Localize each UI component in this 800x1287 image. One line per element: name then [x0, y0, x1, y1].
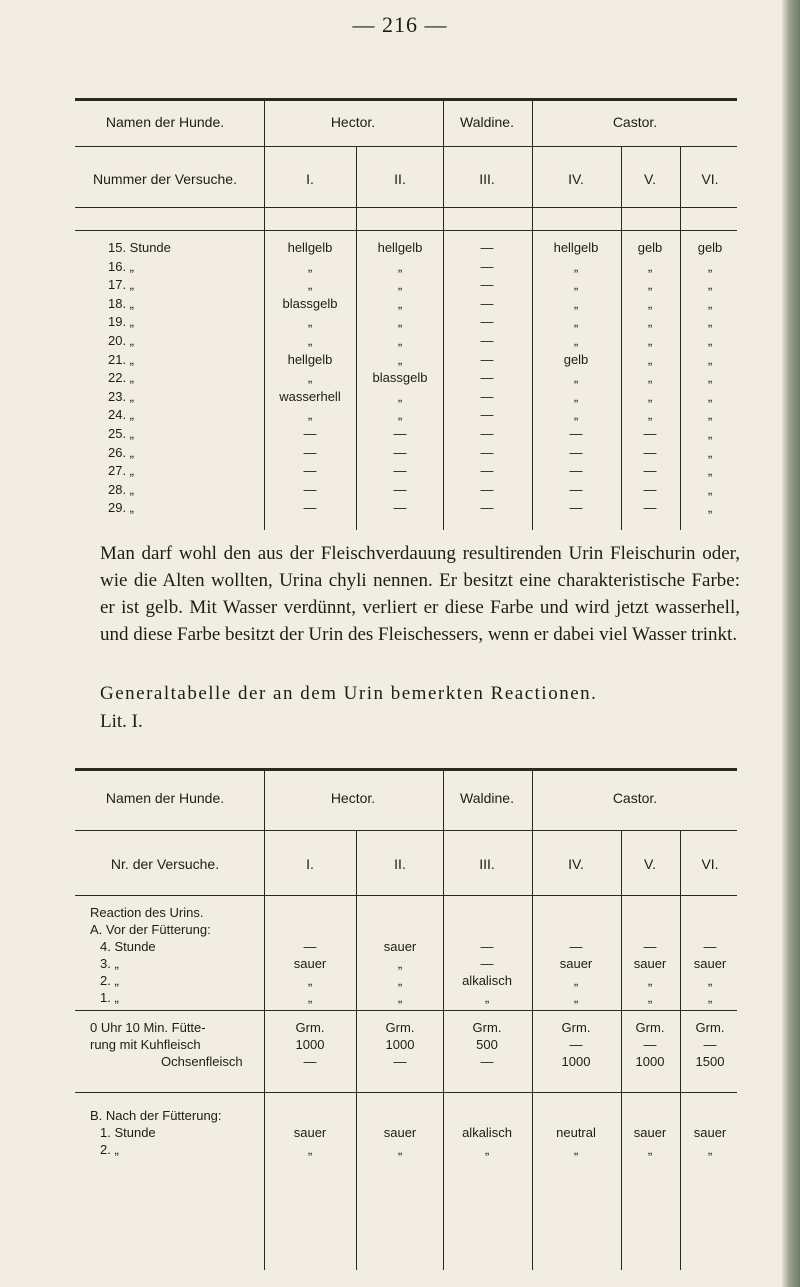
t1-cell: —	[480, 258, 494, 274]
t2-b-label-2: 2. „	[100, 1142, 119, 1157]
t2-cell: sauer	[383, 1125, 417, 1140]
t2-cell: „	[307, 990, 313, 1005]
t1-header-II: II.	[394, 171, 406, 187]
t1-cell: —	[480, 407, 494, 423]
t2-cell: „	[707, 973, 713, 988]
t1-header-names: Namen der Hunde.	[105, 114, 225, 130]
t2-a-label-3: 3. „	[100, 956, 119, 971]
t1-row-label: 24. „	[108, 407, 135, 423]
t1-cell: „	[647, 314, 653, 330]
t1-cell: —	[393, 481, 407, 497]
t1-cell: —	[643, 500, 657, 516]
t1-header-castor: Castor.	[612, 114, 658, 130]
t1-cell: „	[573, 333, 579, 348]
t1-cell: hellgelb	[553, 240, 599, 255]
t1-cell: „	[573, 370, 579, 386]
t1-cell: —	[480, 463, 494, 479]
t1-cell: „	[707, 388, 713, 404]
t1-row-label: 16. „	[108, 258, 135, 274]
t1-cell: „	[573, 277, 579, 293]
t1-cell: „	[573, 295, 579, 311]
t1-cell: „	[707, 295, 713, 311]
t1-cell: „	[307, 314, 313, 330]
t2-cell: sauer	[559, 956, 593, 971]
t2-feed-label-2: Ochsenfleisch	[161, 1054, 243, 1069]
t1-cell: „	[573, 258, 579, 274]
t1-cell: hellgelb	[377, 240, 423, 255]
t1-cell: „	[647, 258, 653, 274]
t1-cell: „	[307, 277, 313, 293]
t2-cell: sauer	[293, 1125, 327, 1140]
t2-cell: „	[707, 990, 713, 1005]
t2-cell: 1000	[295, 1037, 325, 1052]
t1-cell: „	[647, 295, 653, 311]
t2-cell: „	[647, 973, 653, 988]
t1-cell: —	[480, 277, 494, 293]
t2-cell: neutral	[556, 1125, 596, 1140]
t1-row-label: 19. „	[108, 314, 135, 330]
t2-cell: „	[397, 956, 403, 971]
t2-cell: Grm.	[385, 1020, 415, 1035]
t1-cell: „	[707, 481, 713, 497]
t2-feed-label-0: 0 Uhr 10 Min. Fütte-	[90, 1020, 206, 1035]
t1-cell: —	[393, 500, 407, 516]
t1-row-label: 21. „	[108, 351, 135, 367]
t2-cell: —	[480, 1054, 494, 1069]
t2-header-III: III.	[479, 856, 495, 872]
t1-cell: —	[569, 426, 583, 441]
t1-cell: —	[303, 444, 317, 460]
t2-b-label-0: B. Nach der Fütterung:	[90, 1108, 222, 1123]
t2-a-label-4: 2. „	[100, 973, 119, 988]
t1-header-nr: Nummer der Versuche.	[93, 171, 237, 187]
t1-cell: —	[303, 481, 317, 497]
t1-cell: „	[397, 258, 403, 274]
t1-row-label: 22. „	[108, 370, 135, 386]
t1-cell: „	[707, 500, 713, 516]
t2-cell: —	[569, 939, 583, 954]
t1-cell: „	[707, 333, 713, 348]
t2-cell: 1000	[561, 1054, 591, 1069]
t1-cell: „	[397, 314, 403, 330]
t1-cell: „	[573, 388, 579, 404]
t1-cell: „	[307, 333, 313, 348]
t1-cell: —	[643, 463, 657, 479]
t1-cell: „	[707, 258, 713, 274]
t1-cell: „	[307, 258, 313, 274]
t2-cell: —	[703, 1037, 717, 1052]
t1-cell: „	[397, 333, 403, 348]
t2-a-label-2: 4. Stunde	[100, 939, 156, 954]
t2-cell: —	[303, 1054, 317, 1069]
t1-cell: —	[480, 426, 494, 441]
t2-a-label-5: 1. „	[100, 990, 119, 1005]
section-subheading: Lit. I.	[100, 711, 143, 732]
t2-header-IV: IV.	[568, 856, 584, 872]
t1-cell: „	[397, 277, 403, 293]
t2-cell: —	[643, 1037, 657, 1052]
t1-header-I: I.	[306, 171, 314, 187]
t1-header-waldine: Waldine.	[460, 114, 514, 130]
t1-cell: —	[569, 500, 583, 516]
t2-cell: „	[307, 973, 313, 988]
t1-cell: —	[303, 426, 317, 441]
t2-header-waldine: Waldine.	[460, 790, 514, 806]
t2-cell: alkalisch	[462, 1125, 512, 1140]
t1-header-VI: VI.	[701, 171, 719, 187]
t1-cell: gelb	[563, 351, 589, 367]
t1-cell: hellgelb	[287, 240, 333, 255]
page-edge	[782, 0, 800, 1287]
t2-b-label-1: 1. Stunde	[100, 1125, 156, 1140]
t2-header-II: II.	[394, 856, 406, 872]
t1-cell: —	[480, 295, 494, 311]
t2-cell: „	[573, 990, 579, 1005]
t2-cell: sauer	[693, 956, 727, 971]
t1-cell: „	[397, 407, 403, 423]
t2-cell: Grm.	[635, 1020, 665, 1035]
t2-cell: „	[647, 990, 653, 1005]
t1-cell: „	[307, 407, 313, 423]
t2-cell: —	[480, 956, 494, 971]
t2-cell: Grm.	[295, 1020, 325, 1035]
t2-cell: „	[707, 1142, 713, 1157]
t1-cell: „	[707, 351, 713, 367]
t1-row-label: 20. „	[108, 333, 135, 348]
t2-cell: Grm.	[472, 1020, 502, 1035]
t1-cell: „	[707, 444, 713, 460]
t1-row-label: 27. „	[108, 463, 135, 479]
t2-cell: —	[480, 939, 494, 954]
t1-cell: —	[480, 351, 494, 367]
t1-cell: wasserhell	[279, 388, 341, 404]
t2-cell: —	[643, 939, 657, 954]
t1-cell: „	[647, 333, 653, 348]
t2-cell: sauer	[383, 939, 417, 954]
t1-cell: —	[569, 444, 583, 460]
t2-header-hector: Hector.	[330, 790, 376, 806]
t1-cell: „	[307, 370, 313, 386]
t1-cell: —	[569, 463, 583, 479]
t2-header-nr: Nr. der Versuche.	[110, 856, 220, 872]
t2-cell: —	[703, 939, 717, 954]
t2-cell: Grm.	[561, 1020, 591, 1035]
t2-cell: 1500	[695, 1054, 725, 1069]
t1-cell: „	[397, 295, 403, 311]
t1-cell: hellgelb	[287, 351, 333, 367]
t2-a-label-1: A. Vor der Fütterung:	[90, 922, 211, 937]
t1-cell: —	[393, 426, 407, 441]
t1-cell: „	[647, 277, 653, 293]
t2-cell: sauer	[633, 1125, 667, 1140]
t1-cell: „	[647, 351, 653, 367]
t1-cell: „	[707, 463, 713, 479]
t2-a-label-0: Reaction des Urins.	[90, 905, 204, 920]
t1-header-IV: IV.	[568, 171, 584, 187]
t1-cell: —	[303, 463, 317, 479]
body-paragraph: Man darf wohl den aus der Fleischverdauung resultirenden Urin Fleischurin oder, wie die Alten wollten, Urina chyli nennen. Er besitzt eine charakteristische Farbe: er ist gelb. Mit Wasser verdünnt, verliert er diese Farbe und wird jetzt wasserhell, und diese Farbe besitzt der Urin des Fleischessers, wenn er dabei viel Wasser trinkt.	[100, 543, 740, 645]
t1-cell: gelb	[697, 240, 723, 255]
t1-cell: —	[643, 426, 657, 441]
t1-cell: —	[480, 314, 494, 330]
t1-cell: —	[569, 481, 583, 497]
t1-cell: —	[480, 481, 494, 497]
t2-cell: „	[484, 990, 490, 1005]
t2-cell: „	[307, 1142, 313, 1157]
t2-cell: „	[397, 990, 403, 1005]
t1-header-hector: Hector.	[330, 114, 376, 130]
t1-cell: „	[707, 426, 713, 441]
t1-cell: —	[303, 500, 317, 516]
t1-cell: —	[643, 444, 657, 460]
t2-cell: sauer	[633, 956, 667, 971]
t2-cell: „	[397, 973, 403, 988]
t1-cell: „	[707, 277, 713, 293]
t2-cell: 1000	[385, 1037, 415, 1052]
t1-header-III: III.	[479, 171, 495, 187]
t2-cell: „	[397, 1142, 403, 1157]
t2-cell: —	[303, 939, 317, 954]
t2-header-names: Namen der Hunde.	[105, 790, 225, 806]
t1-header-V: V.	[644, 171, 656, 187]
t1-row-label: 15. Stunde	[108, 240, 171, 255]
t1-cell: —	[480, 388, 494, 404]
t1-cell: —	[393, 463, 407, 479]
t2-header-VI: VI.	[701, 856, 719, 872]
t1-cell: blassgelb	[372, 370, 428, 386]
t2-cell: 500	[476, 1037, 498, 1052]
t1-cell: —	[643, 481, 657, 497]
t1-cell: blassgelb	[282, 295, 338, 311]
t2-cell: sauer	[293, 956, 327, 971]
t1-row-label: 28. „	[108, 481, 135, 497]
t1-cell: —	[480, 444, 494, 460]
page-number: — 216 —	[352, 12, 448, 37]
t1-cell: —	[480, 370, 494, 386]
t1-row-label: 26. „	[108, 444, 135, 460]
t2-header-V: V.	[644, 856, 656, 872]
t1-cell: „	[573, 314, 579, 330]
t2-cell: „	[484, 1142, 490, 1157]
t2-cell: Grm.	[695, 1020, 725, 1035]
t2-cell: alkalisch	[462, 973, 512, 988]
t1-cell: gelb	[637, 240, 663, 255]
t2-cell: 1000	[635, 1054, 665, 1069]
t1-cell: „	[707, 370, 713, 386]
t2-cell: —	[393, 1054, 407, 1069]
t2-cell: „	[647, 1142, 653, 1157]
t1-cell: —	[480, 500, 494, 516]
t1-cell: „	[647, 388, 653, 404]
t1-cell: „	[647, 370, 653, 386]
t2-cell: „	[573, 973, 579, 988]
t1-cell: —	[480, 240, 494, 255]
section-heading: Generaltabelle der an dem Urin bemerkten Reactionen.	[100, 683, 598, 704]
t2-header-I: I.	[306, 856, 314, 872]
t1-cell: „	[707, 314, 713, 330]
t2-cell: —	[569, 1037, 583, 1052]
t1-row-label: 18. „	[108, 295, 135, 311]
t1-row-label: 23. „	[108, 388, 135, 404]
t1-cell: —	[393, 444, 407, 460]
t1-row-label: 29. „	[108, 500, 135, 516]
t2-cell: sauer	[693, 1125, 727, 1140]
t1-cell: „	[397, 351, 403, 367]
t1-cell: „	[647, 407, 653, 423]
t2-cell: „	[573, 1142, 579, 1157]
t2-feed-label-1: rung mit Kuhfleisch	[90, 1037, 201, 1052]
t1-cell: „	[707, 407, 713, 423]
t1-cell: „	[397, 388, 403, 404]
t1-row-label: 25. „	[108, 426, 135, 441]
t1-row-label: 17. „	[108, 277, 135, 293]
t1-cell: —	[480, 333, 494, 348]
t2-header-castor: Castor.	[612, 790, 658, 806]
t1-cell: „	[573, 407, 579, 423]
